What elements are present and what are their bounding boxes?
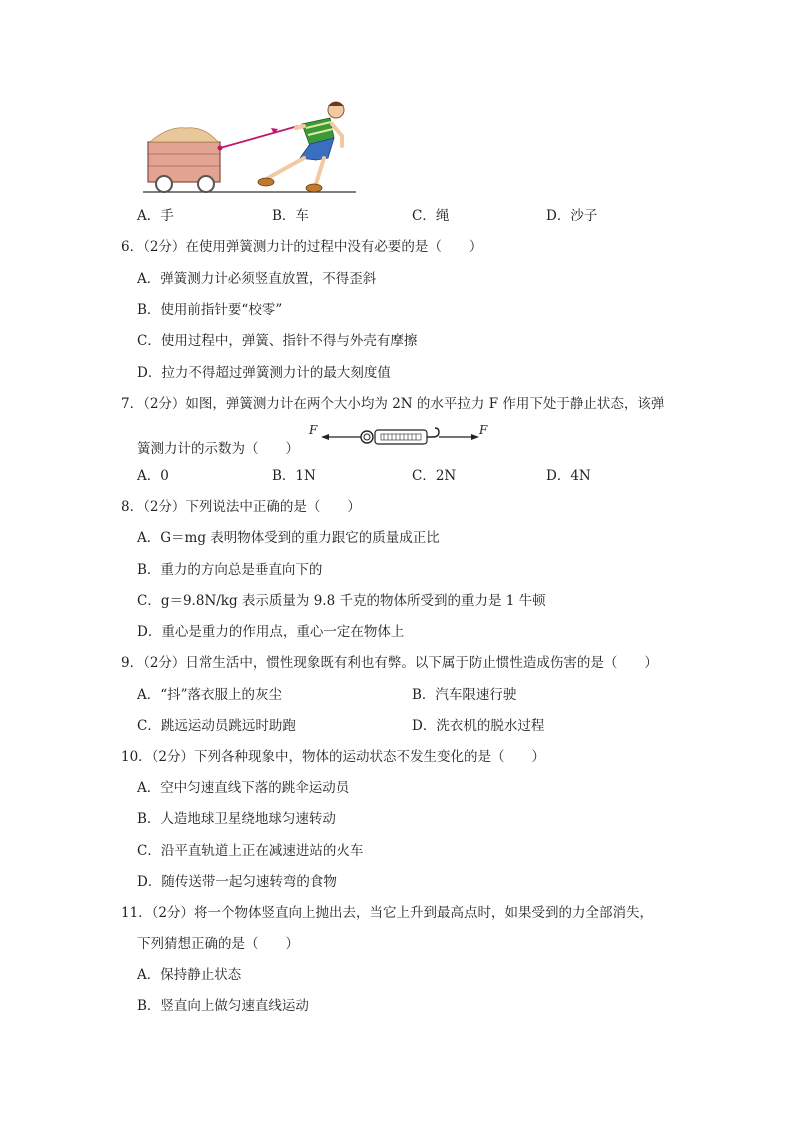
scale-hook bbox=[427, 428, 439, 437]
q7-stem-line2: 簧测力计的示数为（ ） bbox=[137, 441, 299, 457]
q11-stem-line2: 下列猜想正确的是（ ） bbox=[137, 936, 299, 952]
q5-option-d: D．沙子 bbox=[546, 208, 598, 224]
rope bbox=[220, 126, 298, 148]
q10-option-c: C．沿平直轨道上正在减速进站的火车 bbox=[137, 843, 364, 859]
q10-option-b: B．人造地球卫星绕地球匀速转动 bbox=[137, 811, 336, 827]
q9-option-b: B．汽车限速行驶 bbox=[412, 687, 517, 703]
right-arrow-icon bbox=[471, 434, 479, 440]
boy-pulling-cart-figure bbox=[138, 98, 360, 196]
q10-option-d: D．随传送带一起匀速转弯的食物 bbox=[137, 874, 337, 890]
q5-option-b: B．车 bbox=[272, 208, 309, 224]
q11-stem-line1: 11．（2分）将一个物体竖直向上抛出去，当它上升到最高点时，如果受到的力全部消失， bbox=[121, 905, 654, 921]
cart-wheel-left bbox=[156, 176, 172, 192]
q7-stem-line1: 7．（2分）如图，弹簧测力计在两个大小均为 2N 的水平拉力 F 作用下处于静止状态，该弹 bbox=[121, 396, 665, 412]
q6-option-c: C．使用过程中，弹簧、指针不得与外壳有摩擦 bbox=[137, 333, 418, 349]
spring-scale-figure bbox=[305, 422, 495, 450]
scale-body bbox=[375, 430, 427, 444]
cart-wheel-right bbox=[198, 176, 214, 192]
q5-option-a: A．手 bbox=[137, 208, 174, 224]
q7-option-d: D．4N bbox=[546, 468, 591, 484]
force-left-label: F bbox=[309, 423, 318, 437]
q8-stem: 8．（2分）下列说法中正确的是（ ） bbox=[121, 499, 361, 515]
q6-option-b: B．使用前指针要“校零” bbox=[137, 302, 283, 318]
q7-option-b: B．1N bbox=[272, 468, 316, 484]
q8-option-c: C．g＝9.8N/kg 表示质量为 9.8 千克的物体所受到的重力是 1 牛顿 bbox=[137, 593, 546, 609]
q6-option-a: A．弹簧测力计必须竖直放置，不得歪斜 bbox=[137, 271, 377, 287]
q11-option-b: B．竖直向上做匀速直线运动 bbox=[137, 998, 309, 1014]
q6-stem: 6．（2分）在使用弹簧测力计的过程中没有必要的是（ ） bbox=[121, 239, 483, 255]
q8-option-d: D．重心是重力的作用点，重心一定在物体上 bbox=[137, 624, 405, 640]
q10-stem: 10．（2分）下列各种现象中，物体的运动状态不发生变化的是（ ） bbox=[121, 749, 546, 765]
q7-option-a: A．0 bbox=[137, 468, 169, 484]
q9-option-a: A．“抖”落衣服上的灰尘 bbox=[137, 687, 283, 703]
q6-option-d: D．拉力不得超过弹簧测力计的最大刻度值 bbox=[137, 365, 391, 381]
left-arrow-icon bbox=[321, 434, 329, 440]
sand-pile bbox=[150, 128, 218, 142]
q5-option-c: C．绳 bbox=[412, 208, 450, 224]
q8-option-b: B．重力的方向总是垂直向下的 bbox=[137, 562, 323, 578]
scale-ring bbox=[361, 431, 373, 443]
q9-stem: 9．（2分）日常生活中，惯性现象既有利也有弊。以下属于防止惯性造成伤害的是（ ） bbox=[121, 655, 658, 671]
q9-option-c: C．跳远运动员跳远时助跑 bbox=[137, 718, 296, 734]
q11-option-a: A．保持静止状态 bbox=[137, 967, 242, 983]
q7-option-c: C．2N bbox=[412, 468, 457, 484]
q10-option-a: A．空中匀速直线下落的跳伞运动员 bbox=[137, 780, 350, 796]
q8-option-a: A．G＝mg 表明物体受到的重力跟它的质量成正比 bbox=[137, 530, 440, 546]
q9-option-d: D．洗衣机的脱水过程 bbox=[412, 718, 545, 734]
force-right-label: F bbox=[479, 423, 488, 437]
